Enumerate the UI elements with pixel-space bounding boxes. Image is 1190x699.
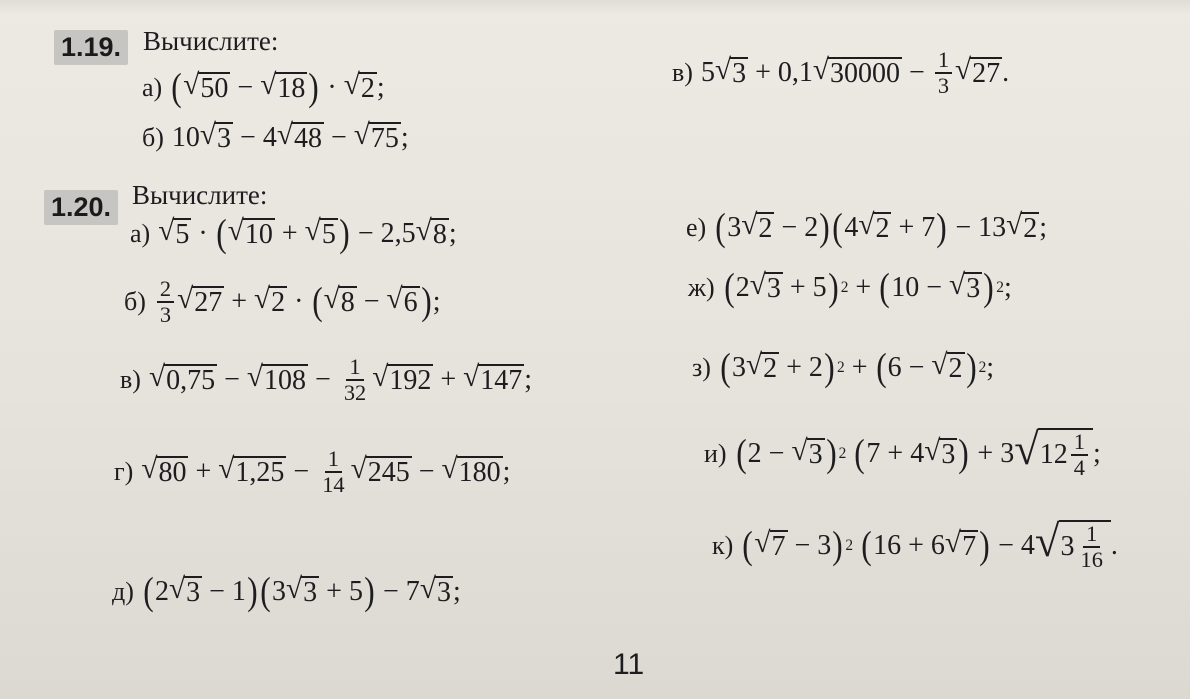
problem-1-20-item-k <box>712 516 1118 572</box>
item-label: в) <box>120 364 141 394</box>
problem-1-19-heading: Вычислите: <box>143 26 279 56</box>
item-label: к) <box>712 530 734 560</box>
item-label: е) <box>686 213 707 242</box>
math-expression: √ 80 + √ 1,25 − $\frac{1}{14}$ √ 245 − √ 180 ; <box>141 446 511 497</box>
math-expression: 5 √ 3 + 0,1 √ 30000 − $\frac{1}{3}$ √ 27 . <box>700 47 1010 98</box>
math-expression: ( √ 50 − √ 18 ) · √ 2 ; <box>171 66 385 110</box>
math-expression: ( 2 − √ 3 ) 2 ( 7 + 4 √ 3 ) + 3 √ 12 $\frac{1}{4}$ ; <box>735 424 1101 480</box>
math-expression: ( 2 √ 3 − 1 ) ( 3 √ 3 + 5 ) − 7 √ 3 ; <box>143 570 461 614</box>
problem-1-20-heading: Вычислите: <box>132 180 268 210</box>
math-expression: ( 2 √ 3 + 5 ) 2 + ( 10 − √ 3 ) 2 ; <box>723 266 1012 310</box>
item-label: б) <box>142 123 164 152</box>
problem-1-19-item-b <box>142 119 409 155</box>
item-label: д) <box>112 577 134 606</box>
math-expression: 10 √ 3 − 4 √ 48 − √ 75 ; <box>171 119 409 155</box>
item-label: в) <box>672 57 693 87</box>
problem-1-20-item-a <box>130 212 457 256</box>
problem-1-20-item-v <box>120 355 532 404</box>
page-top-shadow <box>0 0 1190 14</box>
problem-1-20-item-g <box>114 447 510 496</box>
problem-1-19-item-v <box>672 48 1009 97</box>
problem-1-20-item-d <box>112 570 461 614</box>
problem-1-20-item-b <box>124 277 440 326</box>
item-label: г) <box>114 456 134 486</box>
problem-number-1-19: 1.19. <box>54 30 128 65</box>
problem-1-19-item-a <box>142 66 385 110</box>
page-number: 11 <box>613 648 645 681</box>
problem-1-20-item-e <box>686 206 1048 250</box>
item-label: а) <box>130 219 151 248</box>
problem-1-20-item-z <box>692 346 995 390</box>
math-expression: $\frac{2}{3}$ √ 27 + √ 2 · ( √ 8 − √ 6 ) ; <box>154 277 441 326</box>
problem-number-1-20: 1.20. <box>44 190 118 225</box>
math-expression: ( 3 √ 2 − 2 ) ( 4 √ 2 + 7 ) − 13 √ 2 ; <box>715 206 1048 250</box>
item-label: а) <box>142 73 163 102</box>
math-expression: √ 0,75 − √ 108 − $\frac{1}{32}$ √ 192 + √ 147 ; <box>148 354 533 405</box>
math-expression: ( 3 √ 2 + 2 ) 2 + ( 6 − √ 2 ) 2 ; <box>720 346 995 390</box>
item-label: ж) <box>688 273 715 302</box>
math-expression: √ 5 · ( √ 10 + √ 5 ) − 2,5 √ 8 ; <box>158 212 457 256</box>
problem-1-20-item-zh <box>688 266 1012 310</box>
math-expression: ( √ 7 − 3 ) 2 ( 16 + 6 √ 7 ) − 4 √ 3 $\frac{1}{16}$ . <box>742 516 1118 572</box>
item-label: з) <box>692 353 711 382</box>
item-label: б) <box>124 286 146 316</box>
problem-1-20-item-i <box>704 424 1101 480</box>
item-label: и) <box>704 438 727 468</box>
